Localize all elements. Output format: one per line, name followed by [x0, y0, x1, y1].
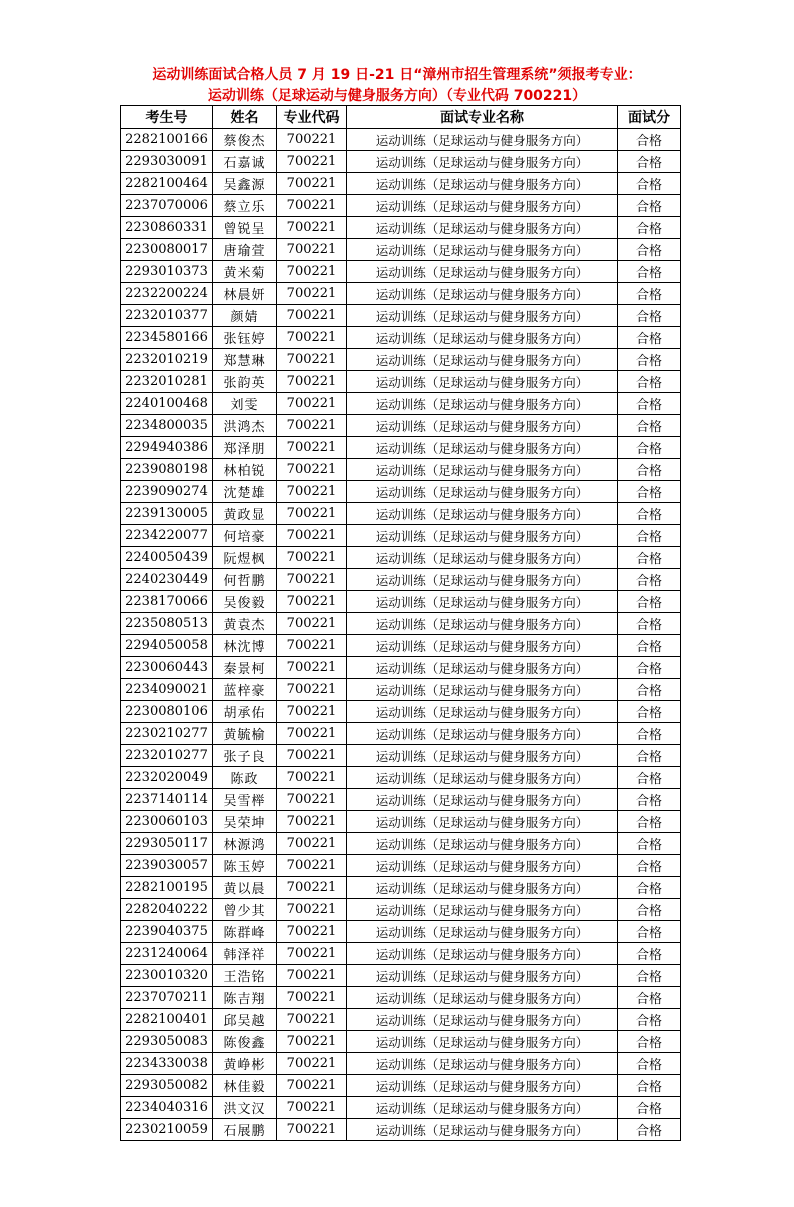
header-major-code: 专业代码 — [277, 106, 347, 129]
name-cell: 韩泽祥 — [213, 943, 277, 965]
major-name-cell: 运动训练（足球运动与健身服务方向） — [347, 1053, 618, 1075]
major-name-cell: 运动训练（足球运动与健身服务方向） — [347, 789, 618, 811]
table-row — [121, 899, 681, 921]
exam-number-cell: 2230010320 — [121, 965, 213, 987]
table-row — [121, 371, 681, 393]
major-code-cell: 700221 — [277, 415, 347, 437]
table-row — [121, 459, 681, 481]
major-name-cell: 运动训练（足球运动与健身服务方向） — [347, 1031, 618, 1053]
major-name-cell: 运动训练（足球运动与健身服务方向） — [347, 987, 618, 1009]
major-name-cell: 运动训练（足球运动与健身服务方向） — [347, 723, 618, 745]
result-cell: 合格 — [618, 1009, 681, 1031]
table-row — [121, 1075, 681, 1097]
major-name-cell: 运动训练（足球运动与健身服务方向） — [347, 1119, 618, 1141]
major-name-cell: 运动训练（足球运动与健身服务方向） — [347, 855, 618, 877]
name-cell: 林源鸿 — [213, 833, 277, 855]
document-title-line-1: 运动训练面试合格人员 7 月 19 日-21 日“漳州市招生管理系统”须报考专业： — [152, 67, 642, 83]
major-code-cell: 700221 — [277, 679, 347, 701]
result-cell: 合格 — [618, 1119, 681, 1141]
table-row — [121, 547, 681, 569]
major-code-cell: 700221 — [277, 437, 347, 459]
major-name-cell: 运动训练（足球运动与健身服务方向） — [347, 635, 618, 657]
result-cell: 合格 — [618, 877, 681, 899]
name-cell: 曾少其 — [213, 899, 277, 921]
result-cell: 合格 — [618, 591, 681, 613]
major-name-cell: 运动训练（足球运动与健身服务方向） — [347, 1075, 618, 1097]
major-code-cell: 700221 — [277, 217, 347, 239]
major-name-cell: 运动训练（足球运动与健身服务方向） — [347, 657, 618, 679]
exam-number-cell: 2232010281 — [121, 371, 213, 393]
table-row — [121, 943, 681, 965]
document-title-line-2: 运动训练（足球运动与健身服务方向）（专业代码 700221） — [207, 88, 587, 104]
result-cell: 合格 — [618, 371, 681, 393]
name-cell: 陈玉婷 — [213, 855, 277, 877]
result-cell: 合格 — [618, 151, 681, 173]
table-row — [121, 217, 681, 239]
exam-number-cell: 2231240064 — [121, 943, 213, 965]
major-name-cell: 运动训练（足球运动与健身服务方向） — [347, 459, 618, 481]
result-cell: 合格 — [618, 723, 681, 745]
major-name-cell: 运动训练（足球运动与健身服务方向） — [347, 547, 618, 569]
result-cell: 合格 — [618, 833, 681, 855]
major-name-cell: 运动训练（足球运动与健身服务方向） — [347, 613, 618, 635]
name-cell: 蓝梓豪 — [213, 679, 277, 701]
major-name-cell: 运动训练（足球运动与健身服务方向） — [347, 173, 618, 195]
exam-number-cell: 2230860331 — [121, 217, 213, 239]
major-name-cell: 运动训练（足球运动与健身服务方向） — [347, 943, 618, 965]
exam-number-cell: 2240100468 — [121, 393, 213, 415]
exam-number-cell: 2240050439 — [121, 547, 213, 569]
exam-number-cell: 2293050083 — [121, 1031, 213, 1053]
header-name: 姓名 — [213, 106, 277, 129]
exam-number-cell: 2282040222 — [121, 899, 213, 921]
major-code-cell: 700221 — [277, 129, 347, 151]
table-row — [121, 1009, 681, 1031]
table-row — [121, 723, 681, 745]
name-cell: 刘雯 — [213, 393, 277, 415]
major-code-cell: 700221 — [277, 547, 347, 569]
major-name-cell: 运动训练（足球运动与健身服务方向） — [347, 591, 618, 613]
result-cell: 合格 — [618, 261, 681, 283]
name-cell: 吴荣坤 — [213, 811, 277, 833]
name-cell: 陈政 — [213, 767, 277, 789]
result-cell: 合格 — [618, 679, 681, 701]
name-cell: 洪文汉 — [213, 1097, 277, 1119]
table-row — [121, 767, 681, 789]
result-cell: 合格 — [618, 767, 681, 789]
table-row — [121, 525, 681, 547]
major-code-cell: 700221 — [277, 371, 347, 393]
name-cell: 胡承佑 — [213, 701, 277, 723]
major-code-cell: 700221 — [277, 1075, 347, 1097]
table-row — [121, 789, 681, 811]
table-row — [121, 833, 681, 855]
result-cell: 合格 — [618, 965, 681, 987]
major-code-cell: 700221 — [277, 283, 347, 305]
major-name-cell: 运动训练（足球运动与健身服务方向） — [347, 437, 618, 459]
result-cell: 合格 — [618, 745, 681, 767]
major-name-cell: 运动训练（足球运动与健身服务方向） — [347, 503, 618, 525]
major-code-cell: 700221 — [277, 1097, 347, 1119]
major-code-cell: 700221 — [277, 855, 347, 877]
major-code-cell: 700221 — [277, 613, 347, 635]
major-code-cell: 700221 — [277, 943, 347, 965]
exam-number-cell: 2232200224 — [121, 283, 213, 305]
name-cell: 林柏锐 — [213, 459, 277, 481]
result-cell: 合格 — [618, 1031, 681, 1053]
table-row — [121, 855, 681, 877]
major-code-cell: 700221 — [277, 151, 347, 173]
name-cell: 张子良 — [213, 745, 277, 767]
table-row — [121, 569, 681, 591]
major-name-cell: 运动训练（足球运动与健身服务方向） — [347, 767, 618, 789]
table-row — [121, 811, 681, 833]
table-row — [121, 305, 681, 327]
name-cell: 黄米菊 — [213, 261, 277, 283]
major-code-cell: 700221 — [277, 921, 347, 943]
result-cell: 合格 — [618, 305, 681, 327]
result-cell: 合格 — [618, 173, 681, 195]
name-cell: 陈俊鑫 — [213, 1031, 277, 1053]
exam-number-cell: 2293030091 — [121, 151, 213, 173]
result-cell: 合格 — [618, 1097, 681, 1119]
result-cell: 合格 — [618, 811, 681, 833]
major-code-cell: 700221 — [277, 723, 347, 745]
result-cell: 合格 — [618, 415, 681, 437]
major-code-cell: 700221 — [277, 1053, 347, 1075]
exam-number-cell: 2230210277 — [121, 723, 213, 745]
major-code-cell: 700221 — [277, 503, 347, 525]
major-name-cell: 运动训练（足球运动与健身服务方向） — [347, 833, 618, 855]
result-cell: 合格 — [618, 327, 681, 349]
result-cell: 合格 — [618, 569, 681, 591]
table-row — [121, 921, 681, 943]
major-code-cell: 700221 — [277, 767, 347, 789]
exam-number-cell: 2282100195 — [121, 877, 213, 899]
major-code-cell: 700221 — [277, 481, 347, 503]
major-code-cell: 700221 — [277, 305, 347, 327]
table-row — [121, 393, 681, 415]
major-code-cell: 700221 — [277, 195, 347, 217]
exam-number-cell: 2230060103 — [121, 811, 213, 833]
result-cell: 合格 — [618, 789, 681, 811]
name-cell: 黄袁杰 — [213, 613, 277, 635]
result-cell: 合格 — [618, 547, 681, 569]
major-name-cell: 运动训练（足球运动与健身服务方向） — [347, 195, 618, 217]
exam-number-cell: 2230080017 — [121, 239, 213, 261]
major-code-cell: 700221 — [277, 877, 347, 899]
name-cell: 秦景柯 — [213, 657, 277, 679]
table-row — [121, 635, 681, 657]
major-code-cell: 700221 — [277, 635, 347, 657]
name-cell: 蔡俊杰 — [213, 129, 277, 151]
exam-number-cell: 2238170066 — [121, 591, 213, 613]
table-row — [121, 349, 681, 371]
table-row — [121, 129, 681, 151]
result-cell: 合格 — [618, 437, 681, 459]
name-cell: 吴雪榉 — [213, 789, 277, 811]
result-cell: 合格 — [618, 987, 681, 1009]
name-cell: 曾锐呈 — [213, 217, 277, 239]
result-cell: 合格 — [618, 393, 681, 415]
major-code-cell: 700221 — [277, 239, 347, 261]
major-code-cell: 700221 — [277, 261, 347, 283]
major-code-cell: 700221 — [277, 1009, 347, 1031]
header-interview-score: 面试分 — [618, 106, 681, 129]
name-cell: 林沈博 — [213, 635, 277, 657]
result-cell: 合格 — [618, 921, 681, 943]
table-row — [121, 327, 681, 349]
result-cell: 合格 — [618, 283, 681, 305]
result-cell: 合格 — [618, 855, 681, 877]
table-row — [121, 745, 681, 767]
name-cell: 王浩铭 — [213, 965, 277, 987]
result-cell: 合格 — [618, 129, 681, 151]
major-name-cell: 运动训练（足球运动与健身服务方向） — [347, 525, 618, 547]
table-row — [121, 657, 681, 679]
major-name-cell: 运动训练（足球运动与健身服务方向） — [347, 877, 618, 899]
major-name-cell: 运动训练（足球运动与健身服务方向） — [347, 701, 618, 723]
name-cell: 吴俊毅 — [213, 591, 277, 613]
table-row — [121, 1053, 681, 1075]
major-name-cell: 运动训练（足球运动与健身服务方向） — [347, 371, 618, 393]
result-cell: 合格 — [618, 1053, 681, 1075]
name-cell: 林晨妍 — [213, 283, 277, 305]
exam-number-cell: 2234330038 — [121, 1053, 213, 1075]
exam-number-cell: 2230080106 — [121, 701, 213, 723]
result-cell: 合格 — [618, 899, 681, 921]
table-row — [121, 1119, 681, 1141]
exam-number-cell: 2282100166 — [121, 129, 213, 151]
name-cell: 郑慧琳 — [213, 349, 277, 371]
name-cell: 沈楚雄 — [213, 481, 277, 503]
exam-number-cell: 2294050058 — [121, 635, 213, 657]
major-name-cell: 运动训练（足球运动与健身服务方向） — [347, 899, 618, 921]
major-name-cell: 运动训练（足球运动与健身服务方向） — [347, 349, 618, 371]
table-row — [121, 1097, 681, 1119]
name-cell: 何哲鹏 — [213, 569, 277, 591]
exam-number-cell: 2232010377 — [121, 305, 213, 327]
table-row — [121, 239, 681, 261]
name-cell: 蔡立乐 — [213, 195, 277, 217]
major-name-cell: 运动训练（足球运动与健身服务方向） — [347, 481, 618, 503]
major-name-cell: 运动训练（足球运动与健身服务方向） — [347, 745, 618, 767]
major-code-cell: 700221 — [277, 1119, 347, 1141]
table-body — [121, 129, 681, 1141]
major-code-cell: 700221 — [277, 657, 347, 679]
exam-number-cell: 2232010277 — [121, 745, 213, 767]
major-code-cell: 700221 — [277, 1031, 347, 1053]
header-interview-major: 面试专业名称 — [347, 106, 618, 129]
name-cell: 何培豪 — [213, 525, 277, 547]
table-row — [121, 877, 681, 899]
result-cell: 合格 — [618, 701, 681, 723]
major-code-cell: 700221 — [277, 701, 347, 723]
table-row — [121, 481, 681, 503]
exam-number-cell: 2237140114 — [121, 789, 213, 811]
result-cell: 合格 — [618, 635, 681, 657]
exam-number-cell: 2234220077 — [121, 525, 213, 547]
table-row — [121, 679, 681, 701]
major-name-cell: 运动训练（足球运动与健身服务方向） — [347, 1097, 618, 1119]
exam-number-cell: 2237070006 — [121, 195, 213, 217]
name-cell: 陈群峰 — [213, 921, 277, 943]
name-cell: 张钰婷 — [213, 327, 277, 349]
name-cell: 吴鑫源 — [213, 173, 277, 195]
result-cell: 合格 — [618, 525, 681, 547]
result-cell: 合格 — [618, 239, 681, 261]
major-name-cell: 运动训练（足球运动与健身服务方向） — [347, 305, 618, 327]
major-name-cell: 运动训练（足球运动与健身服务方向） — [347, 151, 618, 173]
table-row — [121, 261, 681, 283]
major-code-cell: 700221 — [277, 173, 347, 195]
major-code-cell: 700221 — [277, 349, 347, 371]
table-row — [121, 195, 681, 217]
name-cell: 石嘉诚 — [213, 151, 277, 173]
major-name-cell: 运动训练（足球运动与健身服务方向） — [347, 129, 618, 151]
major-name-cell: 运动训练（足球运动与健身服务方向） — [347, 239, 618, 261]
table-row — [121, 437, 681, 459]
major-name-cell: 运动训练（足球运动与健身服务方向） — [347, 569, 618, 591]
major-code-cell: 700221 — [277, 525, 347, 547]
name-cell: 黄毓榆 — [213, 723, 277, 745]
exam-number-cell: 2239040375 — [121, 921, 213, 943]
name-cell: 洪鸿杰 — [213, 415, 277, 437]
exam-number-cell: 2234580166 — [121, 327, 213, 349]
exam-number-cell: 2240230449 — [121, 569, 213, 591]
exam-number-cell: 2293050117 — [121, 833, 213, 855]
name-cell: 张韵英 — [213, 371, 277, 393]
major-code-cell: 700221 — [277, 965, 347, 987]
table-row — [121, 965, 681, 987]
major-code-cell: 700221 — [277, 393, 347, 415]
exam-number-cell: 2239080198 — [121, 459, 213, 481]
name-cell: 黄峥彬 — [213, 1053, 277, 1075]
result-cell: 合格 — [618, 349, 681, 371]
results-table — [120, 105, 681, 1141]
table-header-row — [121, 106, 681, 129]
result-cell: 合格 — [618, 657, 681, 679]
exam-number-cell: 2235080513 — [121, 613, 213, 635]
major-name-cell: 运动训练（足球运动与健身服务方向） — [347, 393, 618, 415]
name-cell: 邱吴越 — [213, 1009, 277, 1031]
name-cell: 陈吉翔 — [213, 987, 277, 1009]
exam-number-cell: 2234090021 — [121, 679, 213, 701]
exam-number-cell: 2232020049 — [121, 767, 213, 789]
result-cell: 合格 — [618, 613, 681, 635]
table-row — [121, 503, 681, 525]
result-cell: 合格 — [618, 503, 681, 525]
result-cell: 合格 — [618, 217, 681, 239]
major-code-cell: 700221 — [277, 987, 347, 1009]
name-cell: 黄以晨 — [213, 877, 277, 899]
major-name-cell: 运动训练（足球运动与健身服务方向） — [347, 921, 618, 943]
exam-number-cell: 2232010219 — [121, 349, 213, 371]
name-cell: 唐瑜萱 — [213, 239, 277, 261]
name-cell: 郑泽朋 — [213, 437, 277, 459]
exam-number-cell: 2294940386 — [121, 437, 213, 459]
name-cell: 颜婧 — [213, 305, 277, 327]
major-name-cell: 运动训练（足球运动与健身服务方向） — [347, 217, 618, 239]
exam-number-cell: 2239090274 — [121, 481, 213, 503]
major-name-cell: 运动训练（足球运动与健身服务方向） — [347, 811, 618, 833]
table-row — [121, 151, 681, 173]
table-row — [121, 173, 681, 195]
result-cell: 合格 — [618, 1075, 681, 1097]
result-cell: 合格 — [618, 481, 681, 503]
table-row — [121, 613, 681, 635]
major-name-cell: 运动训练（足球运动与健身服务方向） — [347, 1009, 618, 1031]
result-cell: 合格 — [618, 459, 681, 481]
header-exam-number: 考生号 — [121, 106, 213, 129]
major-code-cell: 700221 — [277, 789, 347, 811]
exam-number-cell: 2239130005 — [121, 503, 213, 525]
major-name-cell: 运动训练（足球运动与健身服务方向） — [347, 283, 618, 305]
name-cell: 林佳毅 — [213, 1075, 277, 1097]
exam-number-cell: 2293050082 — [121, 1075, 213, 1097]
table-row — [121, 987, 681, 1009]
major-code-cell: 700221 — [277, 745, 347, 767]
exam-number-cell: 2293010373 — [121, 261, 213, 283]
major-name-cell: 运动训练（足球运动与健身服务方向） — [347, 415, 618, 437]
exam-number-cell: 2282100401 — [121, 1009, 213, 1031]
major-code-cell: 700221 — [277, 569, 347, 591]
exam-number-cell: 2282100464 — [121, 173, 213, 195]
table-row — [121, 283, 681, 305]
exam-number-cell: 2230060443 — [121, 657, 213, 679]
major-name-cell: 运动训练（足球运动与健身服务方向） — [347, 679, 618, 701]
exam-number-cell: 2230210059 — [121, 1119, 213, 1141]
major-code-cell: 700221 — [277, 899, 347, 921]
major-code-cell: 700221 — [277, 459, 347, 481]
name-cell: 阮煜枫 — [213, 547, 277, 569]
major-name-cell: 运动训练（足球运动与健身服务方向） — [347, 327, 618, 349]
major-name-cell: 运动训练（足球运动与健身服务方向） — [347, 965, 618, 987]
exam-number-cell: 2237070211 — [121, 987, 213, 1009]
table-row — [121, 1031, 681, 1053]
major-code-cell: 700221 — [277, 811, 347, 833]
exam-number-cell: 2234040316 — [121, 1097, 213, 1119]
name-cell: 石展鹏 — [213, 1119, 277, 1141]
result-cell: 合格 — [618, 943, 681, 965]
exam-number-cell: 2234800035 — [121, 415, 213, 437]
major-name-cell: 运动训练（足球运动与健身服务方向） — [347, 261, 618, 283]
table-row — [121, 415, 681, 437]
result-cell: 合格 — [618, 195, 681, 217]
table-row — [121, 591, 681, 613]
exam-number-cell: 2239030057 — [121, 855, 213, 877]
table-row — [121, 701, 681, 723]
major-code-cell: 700221 — [277, 327, 347, 349]
major-code-cell: 700221 — [277, 591, 347, 613]
name-cell: 黄政显 — [213, 503, 277, 525]
major-code-cell: 700221 — [277, 833, 347, 855]
